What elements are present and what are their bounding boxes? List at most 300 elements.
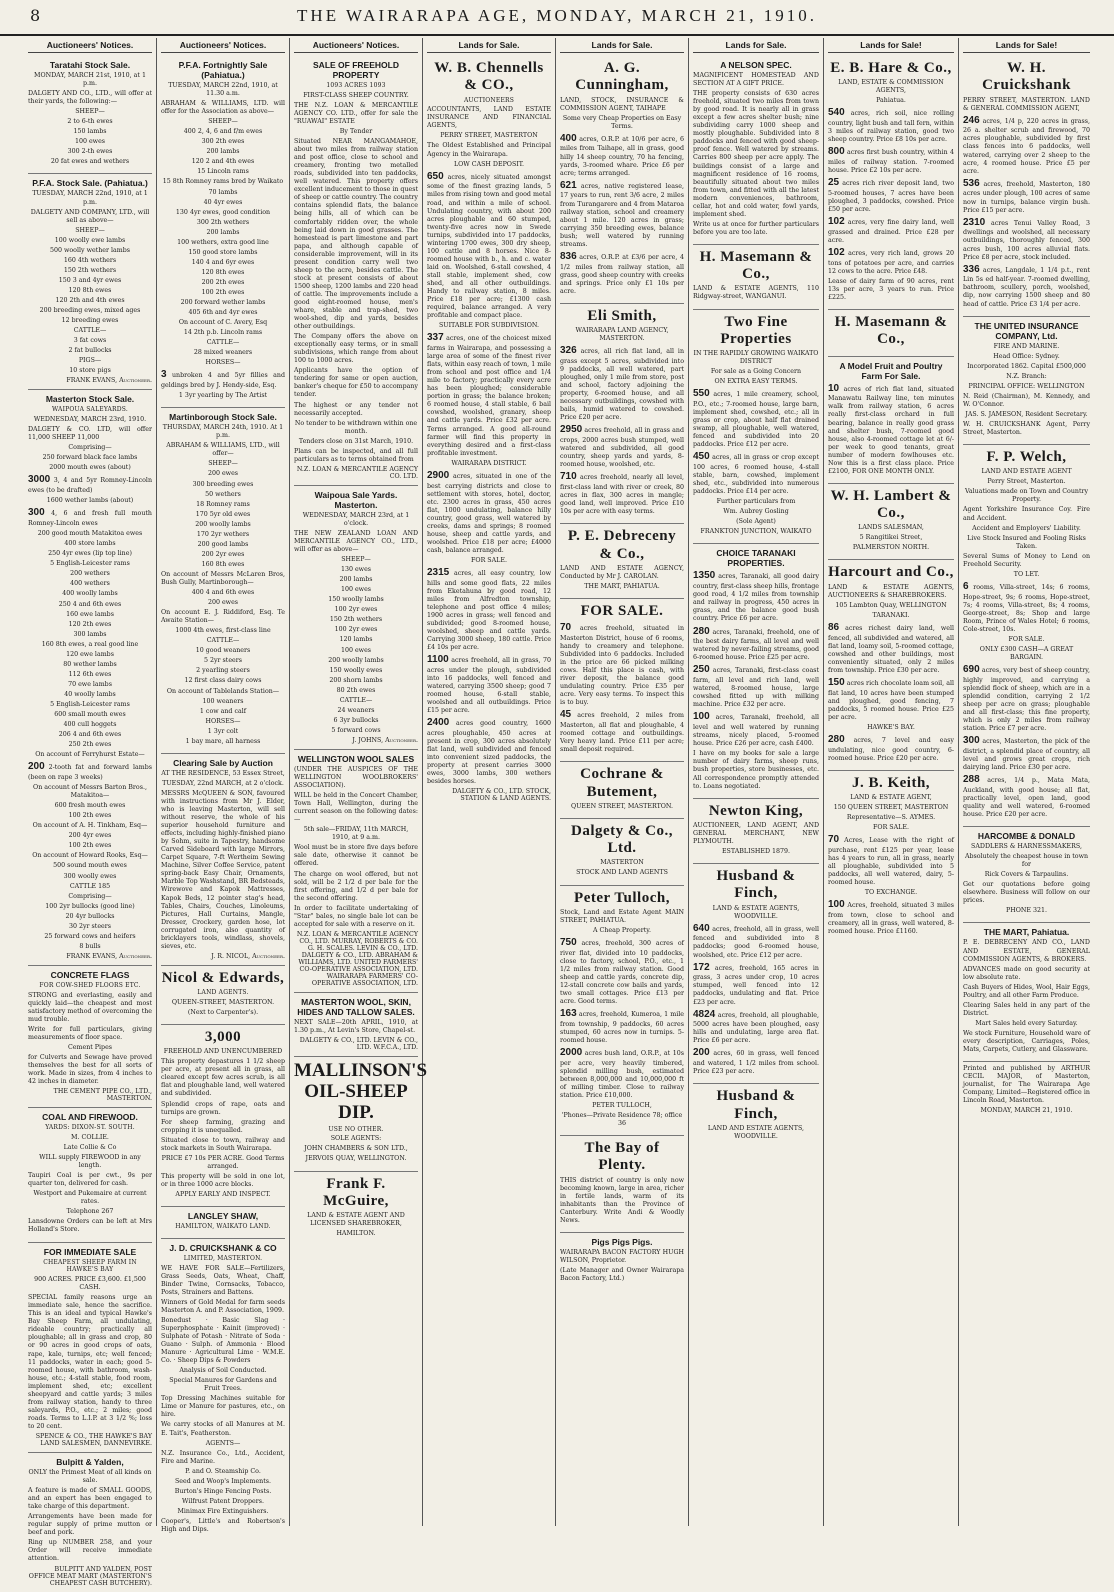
ad-text-line: N.Z. Branch: <box>1006 372 1047 380</box>
newspaper-column <box>824 38 959 1526</box>
ad-text-line: Wilfrust Patent Droppers. <box>182 1497 264 1505</box>
ad-text-line: 500 woolly wether lambs <box>49 246 131 254</box>
acreage-number: 337 <box>427 332 444 344</box>
ad-text-line: We carry stocks of all Manures at M. E. Tait's, Featherston. <box>161 1421 285 1437</box>
ad-text-line: 160 4th wethers <box>63 256 117 264</box>
ad-text-line: On account of C. Avery, Esq <box>178 319 268 327</box>
acreage-number: 650 <box>427 170 444 182</box>
advertisement <box>161 1025 285 1207</box>
ad-text-line: WE HAVE FOR SALE—Fertilizers, Grass Seeds, Oats, Wheat, Chaff, Binder Twine, Cornsacks, Tobacco, Posts, Strainers and Battens. <box>161 1264 285 1296</box>
ad-text-line: 337 acres, one of the choicest mixed farms in Wairarapa, and possessing a large area of some of the finest river flats, within easy reach of town, 1 mile from school and post office and 1/4 mile to factory; practically every acre has been ploughed; considerable portion in grass; the balance broken; 6 roomed house, 4 stall stable, 6 bail cowshed, woolshed, granary, sheep and cattle yards. Price £32 per acre. Terms arranged. A good all-round farmer will find this property in everything desired and a first-class profitable investment. <box>427 332 551 457</box>
ad-text-line: 1 bay mare, all harness <box>185 737 261 745</box>
ad-text-line: Several Sums of Money to Lend on Freehold Security. <box>963 552 1090 568</box>
ad-text-line: LAND & ESTATE AGENT AND LICENSED SHAREBROKER, <box>307 1212 405 1228</box>
ad-text-line: Comprising— <box>68 892 112 900</box>
column-heading: Lands for Sale. <box>693 38 819 53</box>
ad-text-line: 450 acres, all in grass or crop except 100 acres, 6 roomed house, 4-stall stable, barn, cowshed, implement shed, etc., subdivided into numerous paddocks. Price £14 per acre. <box>693 451 819 496</box>
ad-title: Husband & Finch, <box>716 1088 796 1122</box>
advertisement <box>161 56 285 408</box>
ad-title: A. G. Cunningham, <box>575 60 669 94</box>
ad-text-line: THE MART, PAHIATUA. <box>584 582 660 590</box>
ad-text-line: 150 QUEEN STREET, MASTERTON <box>833 804 949 812</box>
ad-text-line: Ring up NUMBER 258, and your Order will receive immediate attention. <box>28 1539 152 1563</box>
column-heading: Lands for Sale! <box>828 38 954 53</box>
ad-text-line: W. H. CRUICKSHANK Agent, Perry Street, Masterton. <box>963 420 1090 436</box>
ad-text-line: THE property consists of 630 acres freehold, situated two miles from town by good road. It is nearly all in grass except a few acres shelter bush; nine subdividing carry 1000 sheep and mostly ploughable. Subdivided into 8 paddocks and fenced with good sheep-proof fence. Well watered by streams. Carries 800 sheep per acre apply. The buildings consist of a large and magnificent residence of 16 rooms, beautifully situated about two miles from town, and fitted with all the latest modern conveniences, bathroom, cellar, hot and cold water, fowl yards, implement shed. <box>693 90 819 218</box>
ad-text-line: 120 8th ewes <box>201 268 245 276</box>
ad-text-line: TUESDAY, MARCH 22nd, 1910, at 1 p.m. <box>32 190 148 206</box>
acreage-number: 2315 <box>427 567 450 579</box>
acreage-number: 280 <box>828 733 845 745</box>
ad-text-line: 280 acres, Taranaki, freehold, one of the best dairy farms, all level and well watered by never-failing streams, good 6-roomed house. Price £25 per acre. <box>693 625 819 662</box>
ad-title: J. D. CRUICKSHANK & CO <box>169 1242 277 1253</box>
ad-text-line: PETER TULLOCH, <box>592 1101 652 1109</box>
ad-text-line: 10 good weaners <box>195 647 251 655</box>
ad-text-line: 400 wethers <box>70 580 110 588</box>
ad-title: Harcourt and Co., <box>828 564 954 581</box>
newspaper-column <box>423 38 556 1526</box>
ad-title: J. B. Keith, <box>851 774 931 791</box>
advertisement <box>828 771 954 943</box>
ad-text-line: 300 4, 6 and fresh full mouth Romney-Lincoln ewes <box>28 507 152 528</box>
ad-text-line: ABRAHAM & WILLIAMS, LTD., will offer— <box>166 442 280 458</box>
advertisement <box>963 56 1090 317</box>
ad-text-line: On account E. J. Riddiford, Esq. Te Awaite Station— <box>161 609 285 625</box>
ad-text-line: Representative—S. AYMES. <box>846 814 936 822</box>
advertisement <box>693 56 819 245</box>
ad-text-line: ESTABLISHED 1879. <box>721 847 791 855</box>
ad-text-line: 100 Acres, freehold, situated 3 miles from town, close to school and creamery, all in grass, well watered, 8-roomed house. Price £1160. <box>828 899 954 936</box>
ad-text-line: 400 store lambs <box>64 540 116 548</box>
ad-text-line: 15 8th Romney rams bred by Waikato <box>162 178 284 186</box>
ad-text-line: 100 2yr ewes <box>334 626 378 634</box>
ad-text-line: The charge on wool offered, but not sold, will be 2 1/2 d per bale for the first offering, and 1/2 d per bale for the second offering. <box>294 870 418 902</box>
ad-text-line: THURSDAY, MARCH 24th, 1910. At 1 p.m. <box>162 424 284 440</box>
ad-text-line: 246 acres, 1/4 p, 220 acres in grass, 26 a. shelter scrub and firewood, 70 acres ploughable, subdivided by first class fences into 6 paddocks, well watered, carrying over 2 sheep to the acre, 4 roomed house. Price £5 per acre. <box>963 114 1090 175</box>
ad-text-line: 1350 acres, Taranaki, all good dairy country, first-class sheep hills, frontage good road, 4 1/2 miles from township and railway in progress, 450 acres in grass, and the balance good bush country. Price £6 per acre. <box>693 570 819 623</box>
ad-text-line: 200 2yr ewes <box>201 550 245 558</box>
ad-text-line: On account of Howard Rooks, Esq— <box>32 852 148 860</box>
ad-text-line: N. Reid (Chairman), M. Kennedy, and W. O'Connor. <box>963 392 1090 408</box>
advertisement <box>963 827 1090 923</box>
ad-title: Clearing Sale by Auction <box>173 757 273 768</box>
ad-text-line: Head Office: Sydney. <box>993 352 1060 360</box>
ad-text-line: LAND & ESTATE AGENTS, AUCTIONEERS & SHAREBROKERS. <box>828 583 954 599</box>
ad-text-line: On account of A. H. Tinkham, Esq— <box>32 822 148 830</box>
ad-text-line: 200 good mouth Matakitoa ewes <box>37 530 143 538</box>
ad-signature: DALGETY & CO., LTD. STOCK, STATION & LAND AGENTS. <box>452 788 551 803</box>
ad-text-line: MONDAY, MARCH 21, 1910. <box>980 1107 1073 1115</box>
ad-text-line: 170 2yr wethers <box>196 530 250 538</box>
newspaper-column <box>689 38 824 1526</box>
ad-text-line: WAIRARAPA DISTRICT. <box>451 459 527 467</box>
advertisement <box>560 304 684 524</box>
ad-text-line: 5 forward cows <box>331 726 381 734</box>
ad-text-line: 400 acres, O.R.P. at 10/6 per acre, 6 miles from Taihape, all in grass, good hilly 14 sheep country, 70 ha fencing, yards, 3-roomed whare. Price £6 per acre; terms arranged. <box>560 132 684 177</box>
ad-text-line: 150 3 and 4yr ewes <box>58 276 122 284</box>
ad-text-line: AT THE RESIDENCE, 53 Essex Street, <box>161 769 285 777</box>
ad-text-line: 400 cull hoggets <box>63 721 117 729</box>
ad-subtitle: LIMITED, MASTERTON. <box>183 1254 263 1262</box>
advertisement <box>560 524 684 599</box>
ad-text-line: 100 weaners <box>202 697 244 705</box>
newspaper-column <box>157 38 290 1533</box>
acreage-number: 4824 <box>693 1008 716 1020</box>
ad-text-line: This property depastures 1 1/2 sheep per acre, at present all in grass, all cleared except few acres scrub, is all flat and ploughable land, well watered and subdivided. <box>161 1058 285 1098</box>
advertisement <box>294 56 418 486</box>
acreage-number: 100 <box>693 711 710 723</box>
ad-text-line: 206 4 and 6th ewes <box>58 731 122 739</box>
ad-text-line: Winners of Gold Medal for farm seeds Masterton A. and P. Association, 1909. <box>161 1298 285 1314</box>
ad-subtitle: CHEAPEST SHEEP FARM IN HAWKE'S BAY <box>43 1258 137 1274</box>
ad-subtitle: USE NO OTHER. <box>328 1125 384 1133</box>
acreage-number: 2950 <box>560 424 583 436</box>
ad-text-line: 540 acres, rich soil, nice rolling country, light bush and tall fern, within 3 miles of railway station, good two sheep country. Price £8 10s per acre. <box>828 107 954 144</box>
ad-text-line: Get our quotations before going elsewhere. Business will follow on our prices. <box>963 881 1090 905</box>
ad-text-line: 18 Romney rams <box>196 500 250 508</box>
ad-text-line: Stock, Land and Estate Agent MAIN STREET, PAHIATUA. <box>560 908 684 924</box>
ad-text-line: Telephone 267 <box>66 1208 114 1216</box>
ad-text-line: PERRY STREET, MASTERTON <box>440 132 538 140</box>
ad-title: Taratahi Stock Sale. <box>49 60 131 70</box>
ad-title: W. B. Chennells & CO., <box>434 60 544 94</box>
ad-text-line: (Next to Carpenter's). <box>187 1008 259 1016</box>
columns <box>24 38 1094 1587</box>
ad-text-line: 140 4 and 6yr ewes <box>191 258 255 266</box>
ad-text-line: DALGETY AND CO., LTD., will offer at their yards, the following:— <box>28 90 152 106</box>
ad-text-line: DALGETY & CO. LTD, will offer 11,000 SHEEP 11,000 <box>28 426 152 442</box>
ad-text-line: 4824 acres, freehold, all ploughable, 5000 acres have been ploughed, easy hills and undulating, large area flat. Price £6 per acre. <box>693 1008 819 1045</box>
ad-text-line: SOLE AGENTS: <box>330 1135 382 1143</box>
ad-subtitle: FOR COW-SHED FLOORS ETC. <box>39 981 141 989</box>
ad-text-line: Westport and Pukemaire at current rates. <box>33 1190 147 1206</box>
ad-text-line: On account of Messrs Barton Bros., Matakitoa— <box>33 784 147 800</box>
ad-text-line: TARANAKI. <box>872 611 910 619</box>
ad-text-line: THE NEW ZEALAND LOAN AND MERCANTILE AGENCY CO., LTD., will offer as above— <box>294 529 418 554</box>
acreage-number: 540 <box>828 107 845 119</box>
ad-subtitle: LAND AGENTS. <box>197 989 249 997</box>
ad-text-line: 200 2-tooth fat and forward lambs (been on rape 3 weeks) <box>28 761 152 782</box>
acreage-number: 102 <box>828 247 845 259</box>
acreage-number: 536 <box>963 177 980 189</box>
ad-title: Two Fine Properties <box>720 313 792 347</box>
ad-text-line: 5 English-Leicester rams <box>50 700 130 708</box>
ad-text-line: 12 breeding ewes <box>61 317 119 325</box>
ad-text-line: 690 acres, very best of sheep country, highly improved, and carrying a splendid flock of sheep, which are in a splendid condition, carrying 2 1/2 sheep per acre on grass; ploughable and all first-class; this fine property, which is only 2 miles from railway station. Price £7 per acre. <box>963 664 1090 733</box>
ad-text-line: AGENTS— <box>205 1439 241 1447</box>
ad-text-line: JERVOIS QUAY, WELLINGTON. <box>305 1155 407 1163</box>
ad-text-line: 20 fat ewes and wethers <box>50 158 130 166</box>
ad-text-line: HORSES— <box>205 359 241 367</box>
ad-text-line: Analysis of Soil Conducted. <box>179 1367 267 1375</box>
ad-text-line: 250 4yr ewes (lip top line) <box>48 550 132 558</box>
ad-text-line: Absolutely the cheapest house in town for <box>964 853 1089 869</box>
ad-subtitle: WAIPOUA SALEYARDS. <box>51 406 128 414</box>
column-heading: Lands for Sale. <box>427 38 551 53</box>
ad-title: 3,000 <box>204 1028 242 1045</box>
ad-title: Martinborough Stock Sale. <box>169 412 277 423</box>
ad-text-line: 105 Lambton Quay, WELLINGTON <box>835 601 947 609</box>
ad-text-line: NEXT SALE—20th APRIL, 1910, at 1.30 p.m., At Levin's Store, Chapel-st. <box>294 1018 418 1034</box>
ad-text-line: LAND, STOCK, INSURANCE & COMMISSION AGENT, TAIHAPE <box>560 96 684 112</box>
ad-title: Bulpitt & Yalden, <box>56 1457 124 1467</box>
ad-text-line: (Sole Agent) <box>736 518 776 526</box>
ad-text-line: I have on my books for sale a large number of dairy farms, sheep runs, bush properties, store businesses, etc. All correspondence promptly attended to. Loans negotiated. <box>693 750 819 790</box>
ad-text-line: Clearing Sales held in any part of the District. <box>963 1001 1090 1017</box>
acreage-number: 150 <box>828 676 845 688</box>
advertisement <box>828 310 954 357</box>
ad-title: P.F.A. Stock Sale. (Pahiatua.) <box>32 178 148 189</box>
ad-text-line: 40 4yr ewes <box>203 198 243 206</box>
ad-text-line: Plans can be inspected, and all full particulars as to terms obtained from <box>294 447 418 463</box>
ad-text-line: 900 ACRES. PRICE £3,600. £1,500 CASH. <box>34 1276 146 1292</box>
ad-text-line: 50 wethers <box>205 490 241 498</box>
ad-title: Husband & Finch, <box>716 868 796 902</box>
ad-title: H. Masemann & Co., <box>834 314 948 348</box>
acreage-number: 2310 <box>963 216 986 228</box>
ad-text-line: 24 weaners <box>337 706 375 714</box>
advertisement <box>693 245 819 310</box>
ad-text-line: 28 mixed weaners <box>193 349 253 357</box>
ad-text-line: PERRY STREET, MASTERTON. LAND & GENERAL COMMISSION AGENT, <box>963 96 1090 112</box>
ad-text-line: 1 3yr colt <box>207 727 239 735</box>
ad-text-line: 2900 acres, situated in one of the best carrying districts and close to settlement with stores, hotel, doctor, etc. 2300 acres in grass, 450 acres flat, 1000 undulating, balance hilly country, good grass, well watered by creeks, dams and springs; 8 roomed house, sheep and cattle yards, and woolshed. Price £18 per acre; £4000 cash, balance arranged. <box>427 469 551 554</box>
ad-title: H. Masemann & Co., <box>699 248 813 283</box>
ad-text-line: Splendid crops of rape, oats and turnips are grown. <box>161 1100 285 1116</box>
ad-text-line: LOW CASH DEPOSIT. <box>453 160 525 168</box>
ad-text-line: PALMERSTON NORTH. <box>852 544 930 552</box>
ad-text-line: 200 woolly lambs <box>328 656 384 664</box>
ad-text-line: Tenders close on 31st March, 1910. <box>298 437 414 445</box>
acreage-number: 336 <box>963 263 980 275</box>
ad-text-line: 160 8th ewes <box>201 560 245 568</box>
ad-text-line: STRONG and everlasting, easily and quickly laid—the cheapest and most satisfactory method of overcoming the mud trouble. <box>28 991 152 1023</box>
ad-text-line: Cooper's, Little's and Robertson's High and Dips. <box>161 1517 285 1533</box>
ad-text-line: 400 woolly lambs <box>62 590 118 598</box>
ad-text-line: The Oldest Established and Principal Agency in the Wairarapa. <box>427 142 551 158</box>
masthead <box>0 0 1114 36</box>
ad-text-line: CATTLE 185 <box>69 882 111 890</box>
advertisement <box>693 544 819 798</box>
acreage-number: 86 <box>828 621 840 633</box>
column-heading: Auctioneers' Notices. <box>28 38 152 53</box>
ad-title: MALLINSON'S OIL-SHEEP DIP. <box>294 1059 428 1123</box>
ad-text-line: 130 ewes <box>340 566 372 574</box>
ad-text-line: JAS. S. JAMESON, Resident Secretary. <box>965 410 1088 418</box>
acreage-number: 163 <box>560 1008 577 1020</box>
ad-text-line: 2000 mouth ewes (about) <box>49 464 131 472</box>
ad-text-line: For sale as a Going Concern <box>710 368 802 376</box>
ad-text-line: LAND & ESTATE AGENTS, 110 Ridgway-street, WANGANUI. <box>693 285 819 301</box>
ad-text-line: 650 acres, nicely situated amongst some of the finest grazing lands, 5 miles from rising town and good metal road, and within a mile of school. Undulating country, with about 200 acres ploughable and 60 stumped, twenty-five acres now in Swede turnips, subdivided into 17 paddocks, wintering 1700 ewes, 300 dry sheep, 100 cattle and 8 horses. Nice 8-roomed house with b., h. and c. water laid on. Woolshed, 6-stall cowshed, 4 stall stable, implement shed, cow shed, and all other outbuildings. Handy to railway station, 8 miles. Price £18 per acre; £1300 cash required, balance arranged. A very profitable and compact place. <box>427 170 551 320</box>
ad-text-line: 170 5yr old ewes <box>195 510 251 518</box>
ad-text-line: 200 2th ewes <box>201 278 245 286</box>
ad-text-line: 300 2-th ewes <box>67 148 113 156</box>
ad-text-line: 200 lambs <box>339 576 373 584</box>
ad-text-line: Write for full particulars, giving measurements of floor space. <box>28 1025 152 1041</box>
ad-text-line: TUESDAY, MARCH 22nd, 1910, at 11.30 a.m. <box>168 82 278 98</box>
acreage-number: 172 <box>693 961 710 973</box>
ad-title: P.F.A. Fortnightly Sale (Pahiatua.) <box>178 60 268 80</box>
ad-text-line: 100 2yr bullocks (good line) <box>45 902 135 910</box>
acreage-number: 2000 <box>560 1046 583 1058</box>
ad-text-line: Printed and published by ARTHUR CECIL MAJOR, of Masterton, journalist, for The Wairarapa Age Company, Limited—Registered office in Lincoln Road, Masterton. <box>963 1065 1090 1105</box>
ad-text-line: 2315 acres, all easy country, low hills and some good flats, 22 miles from Eketahuna by good road, 12 miles from Alfredton township, telephone and post office 4 miles; 1900 acres in grass; well fenced and subdivided; good 8-roomed house, woolshed, sheep and cattle yards. Carrying 3000 sheep, 180 cattle. Price £4 10s per acre. <box>427 567 551 652</box>
ad-text-line: 3 fat cows <box>73 337 107 345</box>
ad-title: Peter Tulloch, <box>574 889 670 906</box>
ad-text-line: 100 ewes <box>74 138 106 146</box>
ad-text-line: 6 rooms, Villa-street, 14s; 6 rooms, Hope-street, 9s; 6 rooms, Hope-street, 7s; 4 rooms, Villa-street, 8s; 4 rooms, George-street, 8s; Shop and large Room, Prince of Wales Hotel; 6 rooms, Cole-street, 10s. <box>963 580 1090 633</box>
advertisement <box>560 1136 684 1233</box>
ad-text-line: The Company offers the above on exceptionally easy terms, or in small subdivisions, which range from about 100 to 1000 acres. <box>294 333 418 365</box>
ad-text-line: ONLY the Primest Meat of all kinds on sale. <box>28 1469 152 1485</box>
advertisement <box>828 484 954 561</box>
ad-text-line: PRINCIPAL OFFICE: WELLINGTON <box>968 382 1085 390</box>
advertisement <box>963 1062 1090 1122</box>
ad-text-line: Some very Cheap Properties on Easy Terms. <box>562 114 682 130</box>
ad-text-line: 14 2th p.b. Lincoln rams <box>183 329 263 337</box>
ad-subtitle: YARDS: DIXON-ST. SOUTH. <box>45 1124 135 1132</box>
ad-text-line: 102 acres, very rich land, grows 20 tons of potatoes per acre, and carries 12 cows to the acre. Price £48. <box>828 247 954 275</box>
ad-text-line: ONLY £300 CASH—A GREAT BARGAIN. <box>979 645 1074 661</box>
ad-text-line: (Late Manager and Owner Wairarapa Bacon Factory, Ltd.) <box>560 1267 684 1283</box>
ad-title: COAL AND FIREWOOD. <box>42 1112 138 1123</box>
ad-signature: BULPITT AND YALDEN, POST OFFICE MEAT MART (MASTERTON'S CHEAPEST CASH BUTCHERY). <box>28 1565 152 1587</box>
advertisement <box>28 390 152 966</box>
ad-text-line: 20 4yr bullocks <box>65 912 115 920</box>
ad-text-line: ABRAHAM & WILLIAMS, LTD. will offer for the Association as above— <box>161 100 285 116</box>
ad-text-line: 2950 acres freehold, all in grass and crops, 2000 acres bush stumped, well watered and subdivided, all good country, sheep yards and yards, 8-roomed house, woolshed, etc. <box>560 424 684 469</box>
advertisement <box>28 1108 152 1242</box>
ad-text-line: 100 acres, Taranaki, freehold, all level and well watered by running streams, nicely placed, 5-roomed house. Price £26 per acre, cash £400. <box>693 711 819 748</box>
ad-text-line: No tender to be withdrawn within one month. <box>294 419 418 435</box>
ad-text-line: LAND, ESTATE & COMMISSION AGENTS, <box>838 79 944 95</box>
acreage-number: 450 <box>693 451 710 463</box>
ad-text-line: 1 3yr yearling by The Artist <box>178 392 268 400</box>
ad-text-line: 405 6th and 4yr ewes <box>188 309 258 317</box>
page-number: 8 <box>30 6 41 25</box>
acreage-number: 300 <box>28 507 45 519</box>
ad-text-line: On account of Messrs McLaren Bros, Bush Gully, Martinborough— <box>161 570 285 586</box>
ad-title: F. P. Welch, <box>986 449 1067 466</box>
ad-text-line: 120 2 and 4th ewes <box>191 158 255 166</box>
ad-text-line: LAND AND ESTATE AGENTS, WOODVILLE. <box>707 1124 805 1140</box>
ad-text-line: 2000 acres bush land, O.R.P., at 10s per acre, very heavily timbered, splendid milling bush, estimated between 8,000,000 and 10,000,000 ft of milling timber. Close to railway station. Price £10,000. <box>560 1046 684 1099</box>
ad-text-line: 200 good lambs <box>197 540 249 548</box>
ad-text-line: LAND & ESTATE AGENT, <box>850 794 932 802</box>
ad-text-line: Burton's Hinge Fencing Posts. <box>174 1487 272 1495</box>
ad-title: FOR SALE. <box>580 602 664 619</box>
ad-text-line: 5 2yr steers <box>203 657 243 665</box>
ad-text-line: Situated close to town, railway and stock markets in South Wairarapa. <box>161 1136 285 1152</box>
ad-text-line: FRANKTON JUNCTION, WAIKATO <box>700 528 812 536</box>
ad-text-line: 150 woolly lambs <box>328 596 384 604</box>
ad-text-line: QUEEN STREET, MASTERTON. <box>570 802 674 810</box>
ad-text-line: 3000 3, 4 and 5yr Romney-Lincoln ewes (to be drafted) <box>28 474 152 495</box>
ad-text-line: WAIRARAPA BACON FACTORY HUGH WILSON, Proprietor. <box>560 1248 684 1264</box>
ad-text-line: HAMILTON. <box>336 1230 376 1238</box>
ad-text-line: 600 fresh mouth ewes <box>54 802 126 810</box>
column-heading: Auctioneers' Notices. <box>161 38 285 53</box>
ad-text-line: 5 English-Leicester rams <box>50 560 130 568</box>
ad-text-line: 45 acres freehold, 2 miles from Masterton, all flat and ploughable, 4 roomed cottage and outbuildings. Very heavy land. Price £11 per acre; small deposit required. <box>560 709 684 754</box>
acreage-number: 3000 <box>28 474 51 486</box>
ad-text-line: 200 shorn lambs <box>329 676 383 684</box>
ad-text-line: 3 unbroken 4 and 5yr fillies and geldings bred by J. Hendy-side, Esq. <box>161 369 285 390</box>
ad-text-line: 12 first class dairy cows <box>184 677 262 685</box>
ad-text-line: AUCTIONEER, LAND AGENT, AND GENERAL MERCHANT, NEW PLYMOUTH. <box>693 821 819 845</box>
ad-text-line: 5th sale—FRIDAY, 11th MARCH, 1910, at 9 a.m. <box>303 826 409 842</box>
ad-title: Dalgety & Co., Ltd. <box>571 822 673 857</box>
ad-text-line: 336 acres, Langdale, 1 1/4 p.t., rent Lin 5s ed half-year. 7-roomed dwelling, bathroom, scullery, porch, woolshed, dip, now carrying 1500 sheep and 80 head of cattle. Price £3 1/4 per acre. <box>963 263 1090 308</box>
ad-text-line: 200 4yr ewes <box>68 832 112 840</box>
ad-text-line: Taupiri Coal is per cwt., 9s per quarter ton, delivered for cash. <box>28 1172 152 1188</box>
ad-text-line: LANDS SALESMAN, <box>858 524 924 532</box>
ad-text-line: 6 3yr bullocks <box>333 716 379 724</box>
ad-text-line: 750 acres, freehold, 300 acres of river flat, divided into 10 paddocks, close to factory, school, P.O., etc., 1 1/2 miles from railway station. Good sheep and cattle yards, concrete dip, 12-stall concrete cow bails and yards, two small cottages. Price £13 per acre. Good terms. <box>560 936 684 1005</box>
ad-text-line: 163 acres, freehold, Kumeroa, 1 mile from township, 9 paddocks, 60 acres stumped, 60 acres now in turnips. 5-roomed house. <box>560 1008 684 1044</box>
ad-text-line: HORSES— <box>205 717 241 725</box>
ad-text-line: TUESDAY, 22nd MARCH, at 2 o'clock. <box>162 779 284 787</box>
ad-text-line: SHEEP— <box>75 108 105 116</box>
ad-text-line: 70 acres freehold, situated in Masterton District, house of 6 rooms, handy to creamery and telephone. Subdivided into 6 paddocks. Included in the price are 66 picked milking cows. Half this place is cash, with river deposit, the balance good undulating country. Price £35 per acre. Very easy terms. To inspect this is to buy. <box>560 622 684 707</box>
ad-title: Newton King, <box>708 802 804 819</box>
ad-text-line: Mart Sales held every Saturday. <box>975 1019 1078 1027</box>
ad-text-line: 100 2yr ewes <box>334 606 378 614</box>
ad-text-line: Lansdowne Orders can be left at Mrs Holland's Store. <box>28 1218 152 1234</box>
acreage-number: 1350 <box>693 570 716 582</box>
ad-text-line: 160 8th ewes, a real good line <box>41 640 139 648</box>
advertisement <box>28 56 152 174</box>
ad-text-line: 536 acres, freehold, Masterton, 180 acres under plough, 100 acres of same now in turnips, balance virgin bush. Price £15 per acre. <box>963 177 1090 214</box>
ad-text-line: 30 2yr steers <box>68 922 112 930</box>
ad-text-line: STOCK AND LAND AGENTS <box>576 869 668 877</box>
acreage-number: 250 <box>693 664 710 676</box>
ad-text-line: CATTLE— <box>206 637 240 645</box>
ad-text-line: Late Collie & Co <box>63 1144 117 1152</box>
ad-text-line: 1100 acres freehold, all in grass, 70 acres under the plough, subdivided into 16 paddocks, well fenced and watered, carrying 3500 sheep; good 7 roomed house, 6-stall stable, woolshed and all outbuildings. Price £15 per acre. <box>427 654 551 715</box>
ad-signature: FRANK EVANS, Auctioneer. <box>66 377 152 385</box>
advertisement <box>294 1172 418 1246</box>
ad-text-line: 300 acres, Masterton, the pick of the district, a splendid place of country, all level and grows great crops, rich dairying land. Price £30 per acre. <box>963 735 1090 772</box>
advertisement <box>963 923 1090 1062</box>
acreage-number: 550 <box>693 388 710 400</box>
advertisement <box>161 754 285 966</box>
acreage-number: 690 <box>963 664 980 676</box>
newspaper-column <box>959 38 1094 1526</box>
ad-text-line: 288 acres, 1/4 p., Mata Mata, Auckland, with good house; all flat, practically level, open land, good quality and well watered, 6-roomed house. Price £20 per acre. <box>963 774 1090 819</box>
ad-text-line: 200 forward wether lambs <box>180 299 266 307</box>
ad-text-line: 200 ewes <box>207 470 239 478</box>
ad-text-line: 200 acres, 60 in grass, well fenced and watered, 1 1/2 miles from school. Price £23 per acre. <box>693 1047 819 1076</box>
ad-text-line: 5 Rangitikei Street, <box>859 534 923 542</box>
acreage-number: 300 <box>963 735 980 747</box>
ad-text-line: Agent Yorkshire Insurance Coy. Fire and Accident. <box>963 506 1090 522</box>
ad-text-line: A feature is made of SMALL GOODS, and an expert has been engaged to take charge of this department. <box>28 1487 152 1511</box>
ad-text-line: 400 2, 4, 6 and f/m ewes <box>183 128 263 136</box>
ad-text-line: 300 2th ewes <box>201 138 245 146</box>
advertisement <box>560 819 684 886</box>
advertisement <box>294 486 418 750</box>
ad-text-line: FREEHOLD AND UNENCUMBERED <box>163 1048 283 1056</box>
ad-text-line: IN THE RAPIDLY GROWING WAIKATO DISTRICT <box>693 350 819 366</box>
newspaper-column <box>290 38 428 1526</box>
advertisement <box>294 993 418 1057</box>
advertisement <box>828 357 954 484</box>
ad-title: THE MART, Pahiatua. <box>983 927 1070 938</box>
acreage-number: 10 <box>828 382 840 394</box>
newspaper-column <box>24 38 157 1587</box>
